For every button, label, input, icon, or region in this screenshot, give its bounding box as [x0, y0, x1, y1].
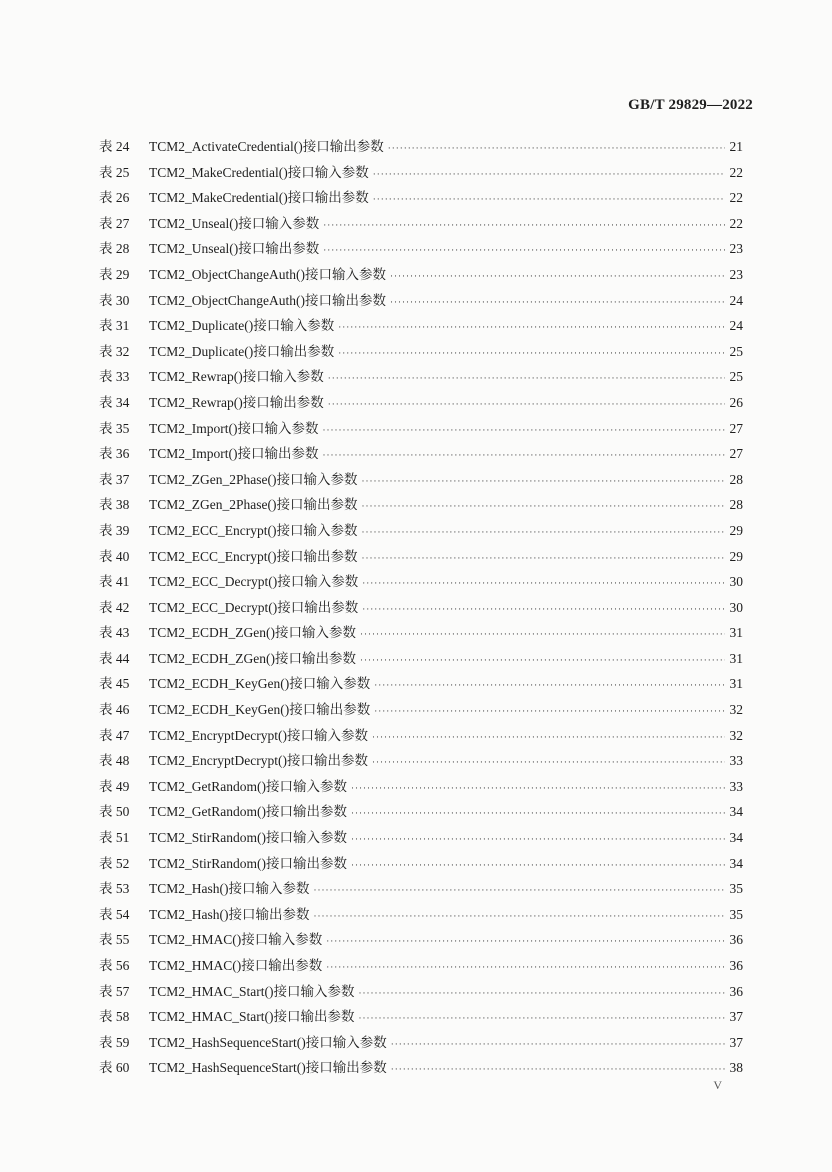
toc-entry[interactable]	[99, 211, 743, 237]
table-title: TCM2_HMAC()接口输出参数	[149, 958, 323, 973]
page-number: 23	[729, 241, 743, 257]
table-number: 表 56	[99, 958, 130, 973]
table-number: 表 59	[99, 1034, 130, 1050]
dot-leader	[323, 213, 725, 239]
page-number: 35	[729, 906, 743, 922]
dot-leader	[374, 699, 725, 725]
table-title: TCM2_ECC_Decrypt()接口输入参数	[149, 574, 359, 590]
dot-leader	[362, 546, 726, 572]
table-number: 表 26	[99, 190, 130, 206]
page-number: 25	[729, 369, 743, 385]
table-title: TCM2_ECC_Encrypt()接口输出参数	[149, 548, 358, 564]
toc-entry[interactable]	[99, 339, 743, 365]
page-number: 34	[729, 804, 743, 820]
dot-leader	[390, 264, 725, 290]
page-number: 22	[729, 215, 743, 231]
table-title: TCM2_StirRandom()接口输入参数	[149, 830, 347, 846]
page-number: 34	[729, 855, 743, 871]
table-number: 表 25	[99, 164, 130, 180]
page-number: 32	[729, 702, 743, 718]
table-title: TCM2_GetRandom()接口输入参数	[149, 778, 347, 794]
dot-leader	[351, 801, 725, 827]
page-number: 33	[729, 753, 743, 769]
dot-leader	[390, 290, 725, 316]
dot-leader	[328, 366, 725, 392]
toc-entry[interactable]	[99, 441, 743, 467]
page-number: 34	[729, 830, 743, 846]
dot-leader	[351, 827, 725, 853]
page-number: 24	[729, 292, 743, 308]
page-folio: V	[713, 1078, 722, 1092]
toc-entry[interactable]	[99, 671, 743, 697]
table-title: TCM2_Duplicate()接口输出参数	[149, 343, 335, 359]
toc-entry[interactable]	[99, 160, 743, 186]
dot-leader	[362, 571, 725, 597]
dot-leader	[314, 878, 726, 904]
table-title: TCM2_Duplicate()接口输入参数	[149, 318, 335, 334]
toc-entry[interactable]	[99, 595, 743, 621]
dot-leader	[360, 648, 725, 674]
table-title: TCM2_ObjectChangeAuth()接口输出参数	[149, 292, 386, 308]
dot-leader	[388, 136, 725, 162]
toc-entry[interactable]	[99, 518, 743, 544]
table-title: TCM2_ECDH_KeyGen()接口输出参数	[149, 702, 371, 718]
page-number: 31	[729, 650, 743, 666]
table-title: TCM2_Import()接口输出参数	[149, 446, 319, 462]
page-number: 25	[729, 343, 743, 359]
table-number: 表 52	[99, 855, 130, 871]
table-title: TCM2_HashSequenceStart()接口输出参数	[149, 1060, 387, 1076]
page-number: 27	[729, 446, 743, 462]
toc-entry[interactable]	[99, 492, 743, 518]
dot-leader	[374, 673, 725, 699]
toc-entry[interactable]	[99, 134, 743, 160]
page-number: 37	[729, 1034, 743, 1050]
toc-entry[interactable]	[99, 723, 743, 749]
toc-entry[interactable]	[99, 544, 743, 570]
table-number: 表 32	[99, 343, 130, 359]
toc-entry[interactable]	[99, 953, 743, 979]
standard-code-header: GB/T 29829—2022	[628, 97, 753, 113]
table-number: 表 46	[99, 702, 130, 718]
page-number: 32	[729, 727, 743, 743]
table-number: 表 49	[99, 778, 130, 794]
table-title: TCM2_StirRandom()接口输出参数	[149, 855, 347, 871]
page-number: 29	[729, 548, 743, 564]
toc-entry[interactable]	[99, 467, 743, 493]
table-of-contents	[99, 134, 743, 1081]
table-number: 表 30	[99, 292, 130, 308]
table-number: 表 28	[99, 241, 130, 257]
dot-leader	[372, 750, 725, 776]
dot-leader	[391, 1032, 725, 1058]
table-title: TCM2_ECC_Decrypt()接口输出参数	[149, 599, 359, 615]
toc-entry[interactable]	[99, 1030, 743, 1056]
dot-leader	[359, 1006, 726, 1032]
page-number: 36	[729, 958, 743, 973]
dot-leader	[338, 315, 725, 341]
table-title: TCM2_ActivateCredential()接口输出参数	[149, 139, 384, 154]
table-number: 表 35	[99, 420, 130, 436]
table-title: TCM2_EncryptDecrypt()接口输出参数	[149, 753, 368, 769]
dot-leader	[323, 418, 726, 444]
table-number: 表 34	[99, 394, 130, 410]
dot-leader	[362, 597, 725, 623]
table-number: 表 37	[99, 471, 130, 487]
table-number: 表 27	[99, 215, 130, 231]
toc-entry[interactable]	[99, 748, 743, 774]
toc-entry[interactable]	[99, 288, 743, 314]
dot-leader	[338, 341, 725, 367]
dot-leader	[361, 494, 725, 520]
table-title: TCM2_ECDH_ZGen()接口输出参数	[149, 650, 356, 666]
dot-leader	[326, 929, 725, 955]
toc-entry[interactable]	[99, 569, 743, 595]
table-number: 表 36	[99, 446, 130, 462]
page-number: 26	[729, 394, 743, 410]
table-title: TCM2_ECDH_ZGen()接口输入参数	[149, 625, 356, 641]
page-number: 24	[729, 318, 743, 334]
page-number: 37	[729, 1009, 743, 1025]
page-number: 28	[729, 497, 743, 513]
dot-leader	[360, 622, 725, 648]
page-number: 30	[729, 599, 743, 615]
table-number: 表 51	[99, 830, 130, 846]
page-number: 38	[729, 1060, 743, 1076]
toc-entry[interactable]	[99, 979, 743, 1005]
dot-leader	[326, 955, 725, 981]
table-number: 表 41	[99, 574, 130, 590]
table-number: 表 50	[99, 804, 130, 820]
page-number: 23	[729, 266, 743, 282]
page-number: 31	[729, 625, 743, 641]
table-number: 表 58	[99, 1009, 130, 1025]
dot-leader	[351, 776, 725, 802]
table-number: 表 55	[99, 932, 130, 948]
toc-entry[interactable]	[99, 236, 743, 262]
table-number: 表 31	[99, 318, 130, 334]
dot-leader	[362, 520, 726, 546]
table-title: TCM2_HashSequenceStart()接口输入参数	[149, 1034, 387, 1050]
table-title: TCM2_Hash()接口输入参数	[149, 881, 310, 897]
table-title: TCM2_HMAC_Start()接口输入参数	[149, 983, 355, 999]
dot-leader	[328, 392, 725, 418]
table-title: TCM2_Unseal()接口输出参数	[149, 241, 320, 257]
toc-entry[interactable]	[99, 390, 743, 416]
toc-entry[interactable]	[99, 262, 743, 288]
page-number: 30	[729, 574, 743, 590]
toc-entry[interactable]	[99, 185, 743, 211]
toc-entry[interactable]	[99, 697, 743, 723]
page-number: 21	[729, 139, 743, 154]
page-number: 28	[729, 471, 743, 487]
table-title: TCM2_MakeCredential()接口输入参数	[149, 164, 369, 180]
table-number: 表 24	[99, 139, 130, 154]
toc-entry[interactable]	[99, 825, 743, 851]
toc-entry[interactable]	[99, 1004, 743, 1030]
toc-entry[interactable]	[99, 1055, 743, 1081]
dot-leader	[372, 725, 725, 751]
toc-entry[interactable]	[99, 416, 743, 442]
table-title: TCM2_ECDH_KeyGen()接口输入参数	[149, 676, 371, 692]
page-number: 31	[729, 676, 743, 692]
page-number: 36	[729, 983, 743, 999]
table-number: 表 42	[99, 599, 130, 615]
table-number: 表 29	[99, 266, 130, 282]
toc-entry[interactable]	[99, 902, 743, 928]
table-title: TCM2_MakeCredential()接口输出参数	[149, 190, 369, 206]
dot-leader	[323, 238, 725, 264]
table-title: TCM2_ObjectChangeAuth()接口输入参数	[149, 266, 386, 282]
table-title: TCM2_HMAC_Start()接口输出参数	[149, 1009, 355, 1025]
page-number: 22	[729, 164, 743, 180]
page-number: 29	[729, 522, 743, 538]
toc-entry[interactable]	[99, 313, 743, 339]
page-number: 22	[729, 190, 743, 206]
table-number: 表 39	[99, 522, 130, 538]
dot-leader	[361, 469, 725, 495]
dot-leader	[351, 853, 725, 879]
table-number: 表 57	[99, 983, 130, 999]
table-title: TCM2_GetRandom()接口输出参数	[149, 804, 347, 820]
table-title: TCM2_ZGen_2Phase()接口输出参数	[149, 497, 358, 513]
dot-leader	[391, 1057, 725, 1083]
dot-leader	[323, 443, 726, 469]
table-title: TCM2_Rewrap()接口输入参数	[149, 369, 324, 385]
toc-entry[interactable]	[99, 851, 743, 877]
toc-entry[interactable]	[99, 646, 743, 672]
table-title: TCM2_ECC_Encrypt()接口输入参数	[149, 522, 358, 538]
toc-entry[interactable]	[99, 774, 743, 800]
table-number: 表 53	[99, 881, 130, 897]
table-number: 表 45	[99, 676, 130, 692]
page-number: 33	[729, 778, 743, 794]
dot-leader	[359, 981, 726, 1007]
table-number: 表 33	[99, 369, 130, 385]
toc-entry[interactable]	[99, 799, 743, 825]
table-number: 表 60	[99, 1060, 130, 1076]
table-title: TCM2_Unseal()接口输入参数	[149, 215, 320, 231]
table-title: TCM2_HMAC()接口输入参数	[149, 932, 323, 948]
toc-entry[interactable]	[99, 876, 743, 902]
table-number: 表 47	[99, 727, 130, 743]
table-number: 表 48	[99, 753, 130, 769]
table-number: 表 40	[99, 548, 130, 564]
toc-entry[interactable]	[99, 927, 743, 953]
dot-leader	[373, 187, 725, 213]
page-number: 36	[729, 932, 743, 948]
table-title: TCM2_Rewrap()接口输出参数	[149, 394, 324, 410]
table-number: 表 44	[99, 650, 130, 666]
table-title: TCM2_Hash()接口输出参数	[149, 906, 310, 922]
dot-leader	[314, 904, 726, 930]
page-number: 27	[729, 420, 743, 436]
table-title: TCM2_EncryptDecrypt()接口输入参数	[149, 727, 368, 743]
toc-entry[interactable]	[99, 620, 743, 646]
table-title: TCM2_Import()接口输入参数	[149, 420, 319, 436]
table-title: TCM2_ZGen_2Phase()接口输入参数	[149, 471, 358, 487]
table-number: 表 54	[99, 906, 130, 922]
toc-entry[interactable]	[99, 364, 743, 390]
table-number: 表 43	[99, 625, 130, 641]
table-number: 表 38	[99, 497, 130, 513]
dot-leader	[373, 162, 725, 188]
page-number: 35	[729, 881, 743, 897]
